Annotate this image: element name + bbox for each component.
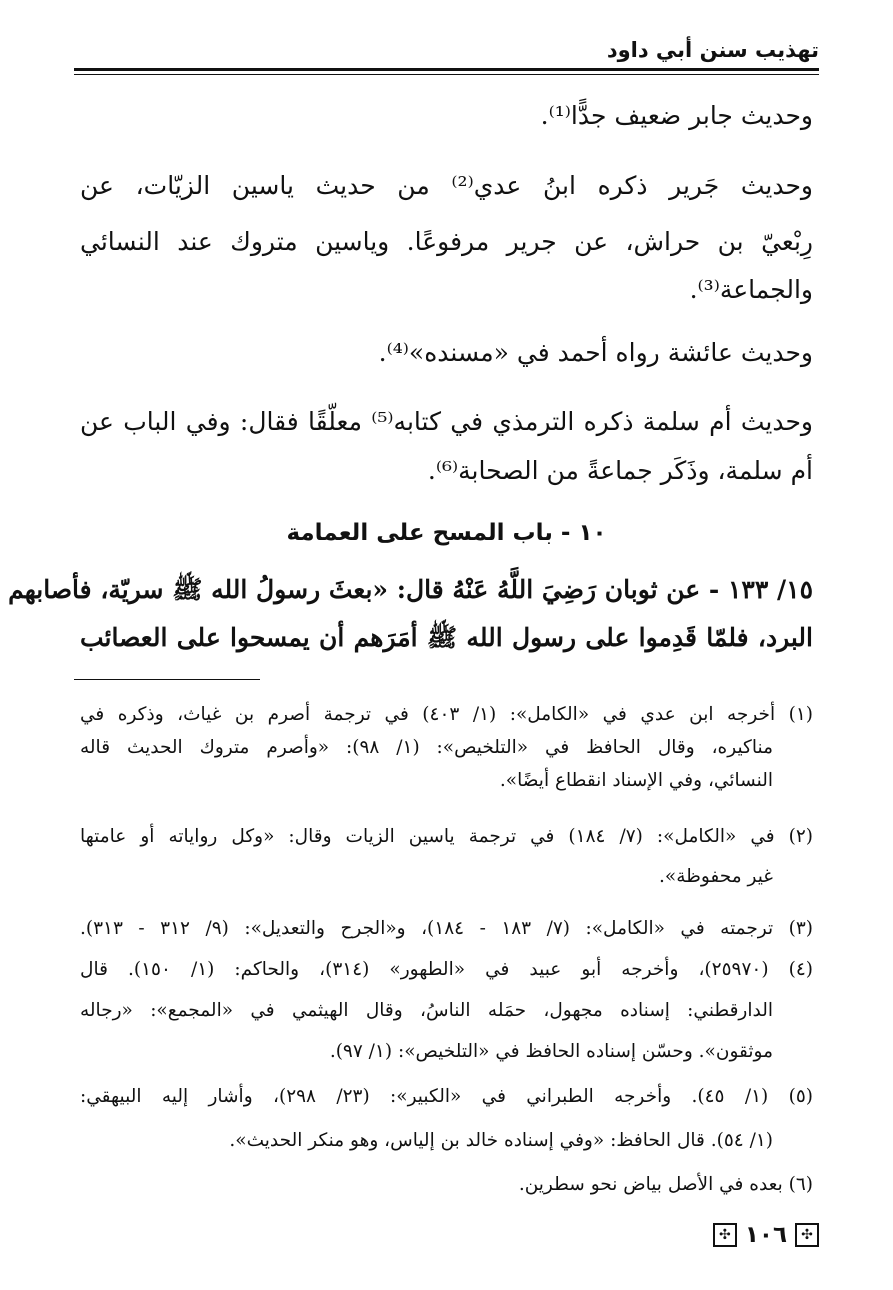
body-line: والجماعة⁽³⁾. bbox=[689, 275, 813, 304]
footnote-line: مناكيره، وقال الحافظ في «التلخيص»: (١/ ٩٨): «وأصرم متروك الحديث قاله bbox=[80, 737, 773, 758]
running-title: تهذيب سنن أبي داود bbox=[606, 38, 819, 62]
hadith-line: ١٥/ ١٣٣ - عن ثوبان رَضِيَ اللَّهُ عَنْهُ قال: «بعثَ رسولُ الله ﷺ سريّة، فأصابهم bbox=[8, 575, 813, 604]
chapter-heading: ١٠ - باب المسح على العمامة bbox=[286, 520, 607, 546]
footnote-line: (٤) (٢٥٩٧٠)، وأخرجه أبو عبيد في «الطهور» (٣١٤)، والحاكم: (١/ ١٥٠). قال bbox=[80, 959, 813, 980]
body-line: أم سلمة، وذَكَر جماعةً من الصحابة⁽⁶⁾. bbox=[427, 456, 813, 485]
footnote-line: (١/ ٥٤). قال الحافظ: «وفي إسناده خالد بن إلياس، وهو منكر الحديث». bbox=[229, 1130, 773, 1151]
hadith-line: البرد، فلمّا قَدِموا على رسول الله ﷺ أمَرَهم أن يمسحوا على العصائب bbox=[80, 623, 813, 652]
footnote-line: (٦) بعده في الأصل بياض نحو سطرين. bbox=[518, 1174, 813, 1195]
footnote-line: (٥) (١/ ٤٥). وأخرجه الطبراني في «الكبير»: (٢٣/ ٢٩٨)، وأشار إليه البيهقي: bbox=[80, 1086, 813, 1107]
footnote-line: (١) أخرجه ابن عدي في «الكامل»: (١/ ٤٠٣) في ترجمة أصرم بن غياث، وذكره في bbox=[80, 704, 813, 725]
body-line: وحديث أم سلمة ذكره الترمذي في كتابه⁽⁵⁾ معلّقًا فقال: وفي الباب عن bbox=[80, 407, 813, 436]
header-rule-thin bbox=[74, 74, 819, 75]
body-line: وحديث جابر ضعيف جدًّا⁽¹⁾. bbox=[540, 101, 813, 130]
footnote-line: النسائي، وفي الإسناد انقطاع أيضًا». bbox=[499, 770, 773, 791]
ornament-icon: ✣ bbox=[795, 1223, 819, 1247]
footnote-line: موثقون». وحسّن إسناده الحافظ في «التلخيص»: (١/ ٩٧). bbox=[329, 1041, 773, 1062]
ornament-icon: ✣ bbox=[713, 1223, 737, 1247]
body-line: وحديث جَرير ذكره ابنُ عدي⁽²⁾ من حديث ياسين الزيّات، عن bbox=[80, 171, 813, 200]
header-rule bbox=[74, 68, 819, 71]
footnote-line: (٢) في «الكامل»: (٧/ ١٨٤) في ترجمة ياسين الزيات وقال: «وكل رواياته أو عامتها bbox=[80, 826, 813, 847]
page-footer bbox=[713, 1222, 819, 1248]
footnote-line: الدارقطني: إسناده مجهول، حمَله الناسُ، وقال الهيثمي في «المجمع»: «رجاله bbox=[80, 1000, 773, 1021]
footnote-line: غير محفوظة». bbox=[659, 866, 773, 887]
page-number: ١٠٦ bbox=[744, 1222, 787, 1248]
body-line: وحديث عائشة رواه أحمد في «مسنده»⁽⁴⁾. bbox=[378, 338, 813, 367]
body-line: رِبْعيّ بن حراش، عن جرير مرفوعًا. وياسين متروك عند النسائي bbox=[80, 227, 813, 256]
footnote-line: (٣) ترجمته في «الكامل»: (٧/ ١٨٣ - ١٨٤)، و«الجرح والتعديل»: (٩/ ٣١٢ - ٣١٣). bbox=[80, 918, 814, 939]
footnote-separator bbox=[74, 679, 260, 680]
